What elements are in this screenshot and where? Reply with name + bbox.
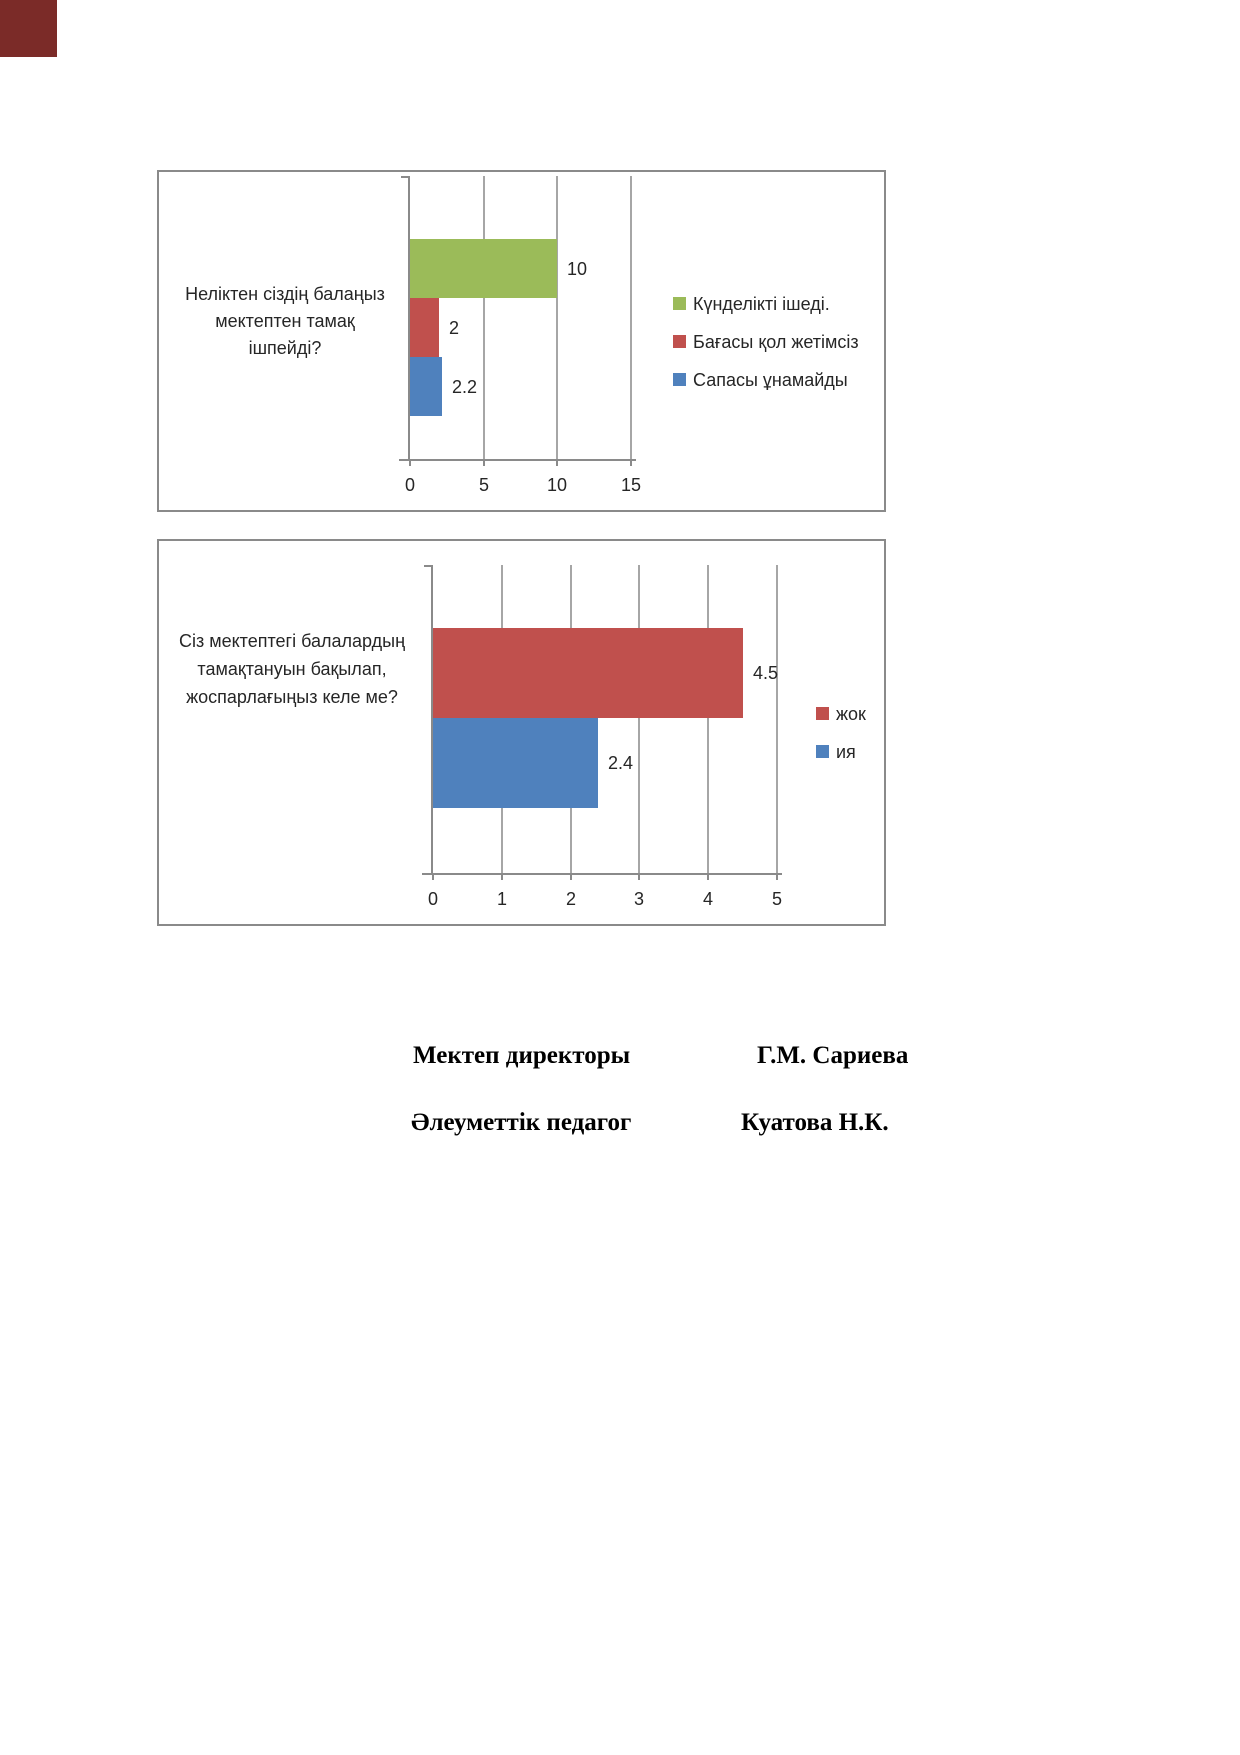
- x-tick-label: 4: [702, 889, 713, 909]
- gridline: [707, 565, 709, 873]
- category-label-line: тамақтануын бақылап,: [197, 659, 387, 679]
- legend-label: жок: [836, 704, 866, 724]
- x-axis-line: [399, 459, 636, 461]
- legend-label: Бағасы қол жетімсіз: [693, 332, 859, 352]
- gridline: [556, 176, 558, 459]
- bar-value-label: 2.2: [452, 376, 478, 397]
- bar-value-label: 10: [567, 258, 588, 279]
- bar-value-label: 2.4: [608, 753, 634, 773]
- signature-name-1: Г.М. Сариева: [757, 1042, 909, 1069]
- legend-swatch: [673, 335, 686, 348]
- legend-swatch: [673, 297, 686, 310]
- legend-label: Сапасы ұнамайды: [693, 370, 848, 390]
- x-tick-label: 1: [496, 889, 507, 909]
- bar-series-0: [410, 239, 557, 298]
- legend-swatch: [816, 745, 829, 758]
- category-label-line: Сіз мектептегі балалардың: [178, 631, 406, 651]
- x-tick-label: 15: [620, 475, 642, 495]
- legend-swatch: [816, 707, 829, 720]
- x-tick-label: 5: [771, 889, 782, 909]
- legend-label: Күнделікті ішеді.: [693, 294, 830, 314]
- bar-value-label: 2: [449, 317, 460, 338]
- category-label-line: ішпейді?: [248, 338, 322, 358]
- signature-role-2: Әлеуметтік педагог: [411, 1109, 632, 1136]
- gridline: [483, 176, 485, 459]
- category-axis-top-tick: [401, 176, 409, 178]
- x-axis-line: [422, 873, 782, 875]
- gridline: [630, 176, 632, 459]
- signature-name-2: Куатова Н.К.: [741, 1109, 889, 1136]
- x-tick-label: 0: [427, 889, 438, 909]
- bar-value-label: 4.5: [753, 663, 779, 683]
- x-tick-label: 0: [404, 475, 415, 495]
- x-tick-label: 2: [565, 889, 576, 909]
- x-tick-label: 3: [633, 889, 644, 909]
- category-label-line: жоспарлағыңыз келе ме?: [186, 687, 398, 707]
- gridline: [638, 565, 640, 873]
- category-label-line: Неліктен сіздің балаңыз: [185, 284, 385, 304]
- x-tick-label: 5: [478, 475, 489, 495]
- signature-role-1: Мектеп директоры: [413, 1042, 631, 1069]
- corner-artifact: [0, 0, 57, 57]
- category-label-line: мектептен тамақ: [215, 311, 355, 331]
- x-tick-label: 10: [546, 475, 568, 495]
- bar-series-2: [410, 357, 442, 416]
- gridline: [776, 565, 778, 873]
- legend-swatch: [673, 373, 686, 386]
- bar-series-1: [433, 718, 598, 808]
- category-axis-top-tick: [424, 565, 432, 567]
- legend-label: ия: [836, 742, 856, 762]
- bar-series-0: [433, 628, 743, 718]
